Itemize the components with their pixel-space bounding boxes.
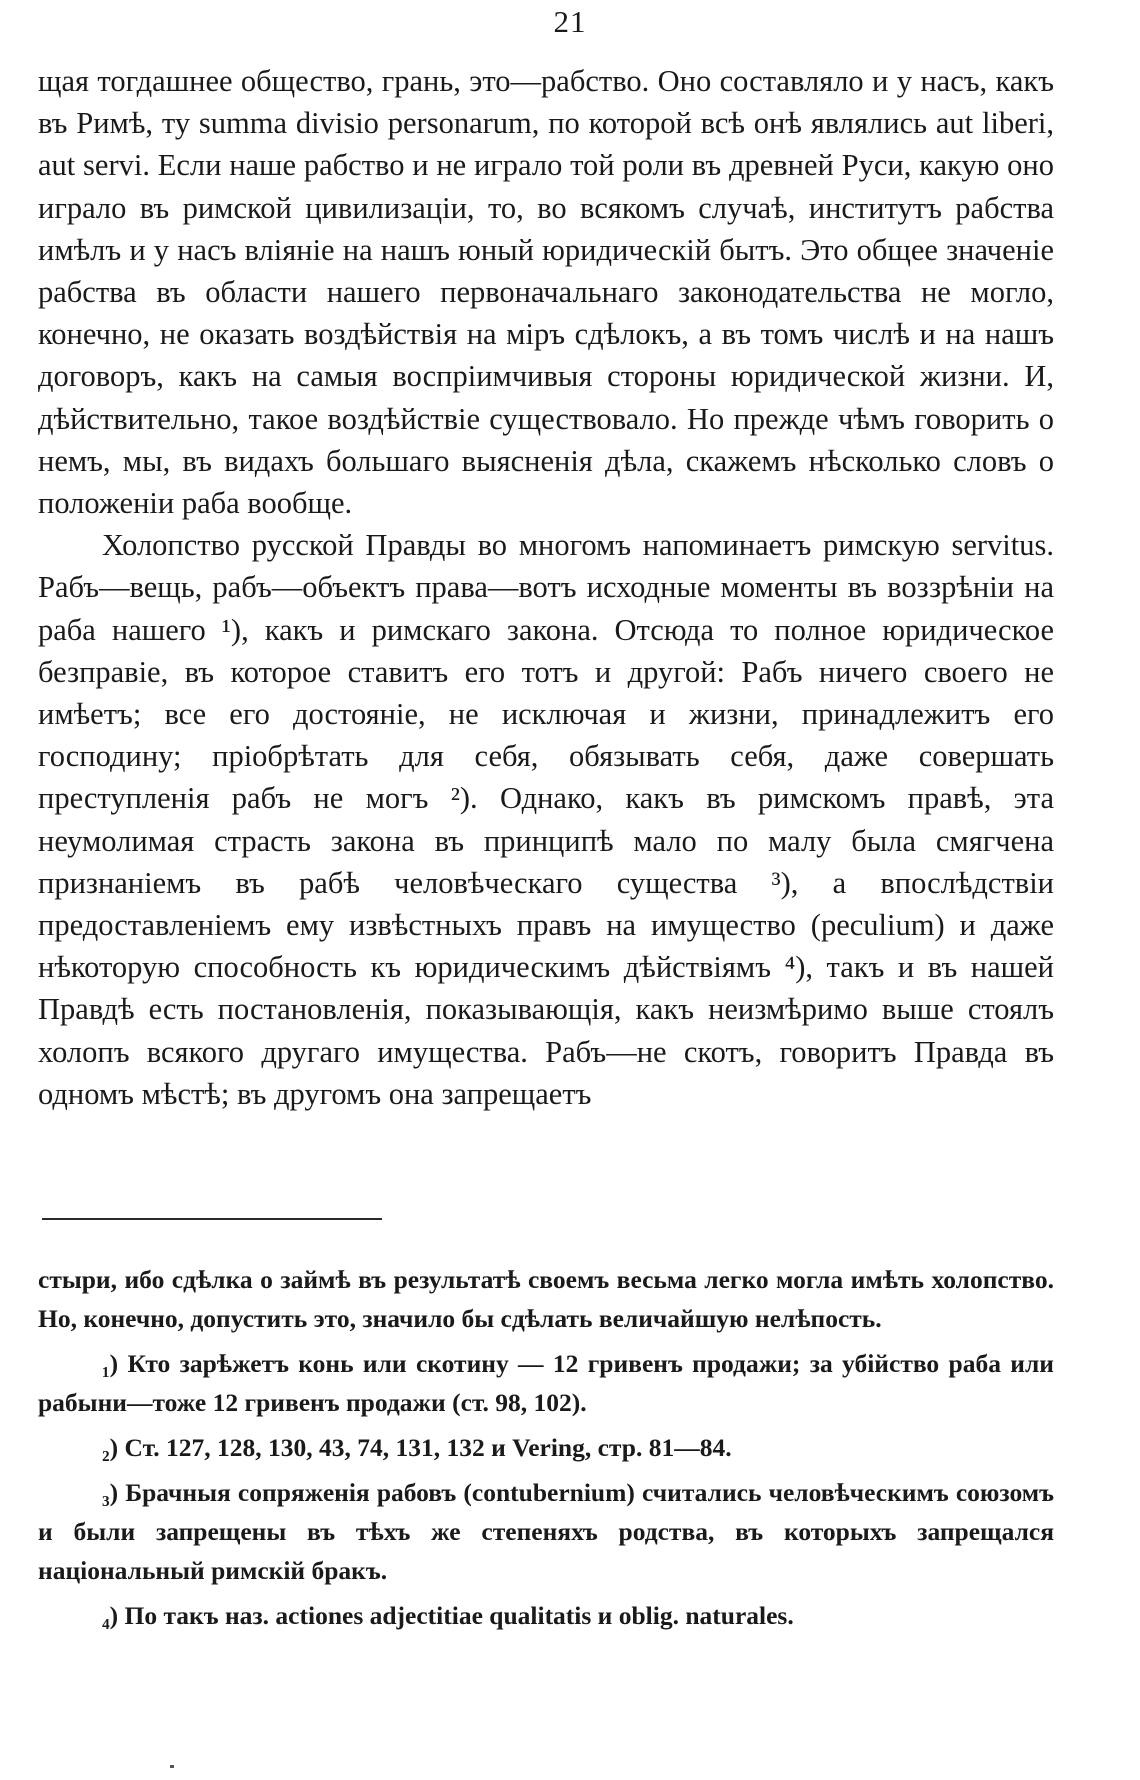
- paragraph-2: Холопство русской Правды во многомъ напоминаетъ римскую servitus. Рабъ—вещь, рабъ—объектъ права—вотъ исходные моменты въ воззрѣніи на раба нашего ¹), какъ и римскаго закона. Отсюда то полное юридическое безправіе, въ которое ставитъ его тотъ и другой: Рабъ ничего своего не имѣетъ; все его достояніе, не исключая и жизни, принадлежитъ его господину; пріобрѣтать для себя, обязывать себя, даже совершать преступленія рабъ не могъ ²). Однако, какъ въ римскомъ правѣ, эта неумолимая страсть закона въ принципѣ мало по малу была смягчена признаніемъ въ рабѣ человѣческаго существа ³), а впослѣдствіи предоставленіемъ ему извѣстныхъ правъ на имущество (peculium) и даже нѣкоторую способность къ юридическимъ дѣйствіямъ ⁴), такъ и въ нашей Правдѣ есть постановленія, показывающія, какъ неизмѣримо выше стоялъ холопъ всякого другаго имущества. Рабъ—не скотъ, говоритъ Правда въ одномъ мѣстѣ; въ другомъ она запрещаетъ: [38, 528, 1054, 1111]
- footnote-4: ₄) По такъ наз. actiones adjectitiae qualitatis и oblig. naturales.: [102, 1601, 794, 1630]
- page-number: 21: [553, 4, 587, 39]
- footnote-continuation: стыри, ибо сдѣлка о займѣ въ результатѣ своемъ весьма легко могла имѣть холопство. Но, конечно, допустить это, значило бы сдѣлать величайшую нелѣпость.: [38, 1265, 1054, 1333]
- footnote-3: ₃) Брачныя сопряженія рабовъ (contubernium) считались человѣческимъ союзомъ и были запрещены въ тѣхъ же степеняхъ родства, въ которыхъ запрещался національный римскій бракъ.: [38, 1478, 1054, 1585]
- footnote-2: ₂) Ст. 127, 128, 130, 43, 74, 131, 132 и Vering, стр. 81—84.: [102, 1433, 732, 1462]
- paragraph-1: щая тогдашнее общество, грань, это—рабство. Оно составляло и у насъ, какъ въ Римѣ, ту summa divisio personarum, по которой всѣ онѣ являлись aut liberi, aut servi. Если наше рабство и не играло той роли въ древней Руси, какую оно играло въ римской цивилизаціи, то, во всякомъ случаѣ, институтъ рабства имѣлъ и у насъ вліяніе на нашъ юный юридическій бытъ. Это общее значеніе рабства въ области нашего первоначальнаго законодательства не могло, конечно, не оказать воздѣйствія на міръ сдѣлокъ, а въ томъ числѣ и на нашъ договоръ, какъ на самыя воспріимчивыя стороны юридической жизни. И, дѣйствительно, такое воздѣйствіе существовало. Но прежде чѣмъ говорить о немъ, мы, въ видахъ большаго выясненія дѣла, скажемъ нѣсколько словъ о положеніи раба вообще.: [38, 64, 1054, 521]
- footnote-separator: [42, 1218, 382, 1220]
- print-speck: [170, 1765, 174, 1768]
- main-text: [38, 60, 1054, 1115]
- footnote-1: ₁) Кто зарѣжетъ конь или скотину — 12 гривенъ продажи; за убійство раба или рабыни—тоже 12 гривенъ продажи (ст. 98, 102).: [38, 1349, 1054, 1417]
- footnotes: [38, 1260, 1054, 1641]
